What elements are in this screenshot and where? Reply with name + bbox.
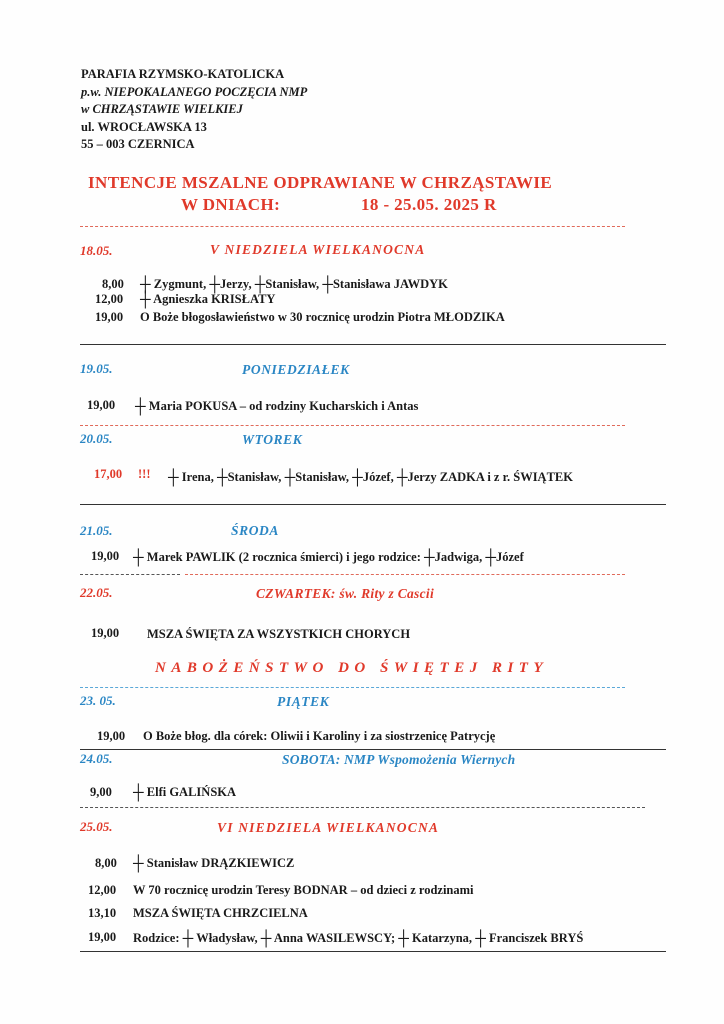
mass-intention-prefix: Rodzice: (133, 931, 183, 945)
mass-time: 12,00 (88, 883, 117, 897)
mass-time: 8,00 (95, 856, 117, 870)
mass-intention: ┼ Irena, ┼Stanisław, ┼Stanisław, ┼Józef, ┼Jerzy ZADKA i z r. ŚWIĄTEK (168, 470, 573, 486)
mass-intention: O Boże błogosławieństwo w 30 rocznicę urodzin Piotra MŁODZIKA (140, 310, 505, 324)
parish-name: PARAFIA RZYMSKO-KATOLICKA (81, 67, 285, 81)
cross-icon: ┼ (284, 470, 296, 486)
cross-icon: ┼ (254, 277, 266, 293)
cross-icon: ┼ (398, 931, 409, 947)
mass-time: 19,00 (87, 398, 116, 412)
cross-icon: ┼ (475, 931, 486, 947)
day-name: PIĄTEK (277, 694, 330, 709)
cross-icon: ┼ (133, 785, 144, 801)
mass-intention: W 70 rocznicę urodzin Teresy BODNAR – od dzieci z rodzinami (133, 883, 474, 897)
mass-intention: Rodzice: ┼ Władysław, ┼ Anna WASILEWSCY; ┼ Katarzyna, ┼ Franciszek BRYŚ (133, 931, 584, 947)
cross-icon: ┼ (322, 277, 333, 293)
day-name: SOBOTA: NMP Wspomożenia Wiernych (282, 752, 516, 767)
mass-intention: O Boże błog. dla córek: Oliwii i Karoliny i za siostrzenicę Patrycję (143, 729, 496, 743)
day-date: 25.05. (80, 819, 113, 834)
cross-icon: ┼ (396, 470, 408, 486)
divider (80, 344, 666, 345)
cross-icon: ┼ (140, 292, 151, 308)
mass-intention: ┼ Stanisław DRĄZKIEWICZ (133, 856, 295, 872)
divider (80, 574, 180, 575)
mass-intention: ┼ Elfi GALIŃSKA (133, 785, 237, 801)
devotion-note: NABOŻEŃSTWO DO ŚWIĘTEJ RITY (155, 660, 549, 676)
day-name: WTOREK (242, 432, 303, 447)
divider (80, 951, 666, 952)
cross-icon: ┼ (168, 470, 179, 486)
mass-time: 19,00 (91, 549, 120, 563)
cross-icon: ┼ (133, 856, 144, 872)
mass-time: 19,00 (91, 626, 120, 640)
mass-time: 8,00 (102, 277, 124, 291)
urgent-mark: !!! (138, 467, 151, 481)
parish-dedication: p.w. NIEPOKALANEGO POCZĘCIA NMP (81, 84, 308, 99)
divider (80, 425, 625, 426)
day-name: CZWARTEK: św. Rity z Cascii (256, 586, 434, 601)
day-name: ŚRODA (231, 523, 280, 538)
mass-intention: ┼ Marek PAWLIK (2 rocznica śmierci) i jego rodzice: ┼Jadwiga, ┼Józef (133, 550, 524, 566)
day-date: 24.05. (80, 751, 113, 766)
day-name: PONIEDZIAŁEK (242, 362, 350, 377)
day-date: 19.05. (80, 361, 113, 376)
parish-header (81, 66, 307, 154)
title-date-range: 18 - 25.05. 2025 R (361, 195, 497, 214)
cross-icon: ┼ (182, 931, 194, 947)
divider (185, 574, 625, 575)
page-title: INTENCJE MSZALNE ODPRAWIANE W CHRZĄSTAWIE (88, 173, 553, 192)
cross-icon: ┼ (133, 550, 144, 566)
mass-time: 9,00 (90, 785, 112, 799)
mass-time: 19,00 (88, 930, 117, 944)
cross-icon: ┼ (216, 470, 228, 486)
mass-time: 17,00 (94, 467, 123, 481)
cross-icon: ┼ (140, 277, 151, 293)
divider (80, 504, 666, 505)
day-date: 18.05. (80, 243, 113, 258)
mass-intention: ┼ Agnieszka KRISŁATY (140, 292, 276, 308)
parish-street: ul. WROCŁAWSKA 13 (81, 119, 207, 134)
cross-icon: ┼ (135, 399, 146, 415)
divider (80, 687, 625, 688)
mass-time: 19,00 (97, 729, 126, 743)
cross-icon: ┼ (485, 550, 496, 566)
divider (80, 226, 625, 227)
mass-time: 19,00 (95, 310, 124, 324)
day-date: 20.05. (80, 431, 113, 446)
day-date: 21.05. (80, 523, 113, 538)
divider (80, 749, 666, 750)
cross-icon: ┼ (260, 931, 272, 947)
mass-time: 12,00 (95, 292, 124, 306)
day-date: 23. 05. (80, 693, 116, 708)
parish-postal: 55 – 003 CZERNICA (81, 137, 195, 151)
title-dates-label: W DNIACH: (181, 195, 281, 214)
cross-icon: ┼ (209, 277, 220, 293)
cross-icon: ┼ (352, 470, 363, 486)
mass-intention-rest: Władysław, (196, 931, 261, 945)
divider (80, 807, 645, 808)
mass-time: 13,10 (88, 906, 117, 920)
day-name: VI NIEDZIELA WIELKANOCNA (217, 820, 440, 835)
mass-intention: MSZA ŚWIĘTA CHRZCIELNA (133, 906, 308, 920)
day-name: V NIEDZIELA WIELKANOCNA (210, 242, 426, 257)
mass-intention: ┼ Maria POKUSA – od rodziny Kucharskich i Antas (135, 399, 419, 415)
mass-intention: ┼ Zygmunt, ┼Jerzy, ┼Stanisław, ┼Stanisława JAWDYK (140, 277, 448, 293)
cross-icon: ┼ (424, 550, 435, 566)
parish-location: w CHRZĄSTAWIE WIELKIEJ (81, 102, 243, 116)
day-date: 22.05. (80, 585, 113, 600)
mass-intention: MSZA ŚWIĘTA ZA WSZYSTKICH CHORYCH (147, 627, 411, 641)
